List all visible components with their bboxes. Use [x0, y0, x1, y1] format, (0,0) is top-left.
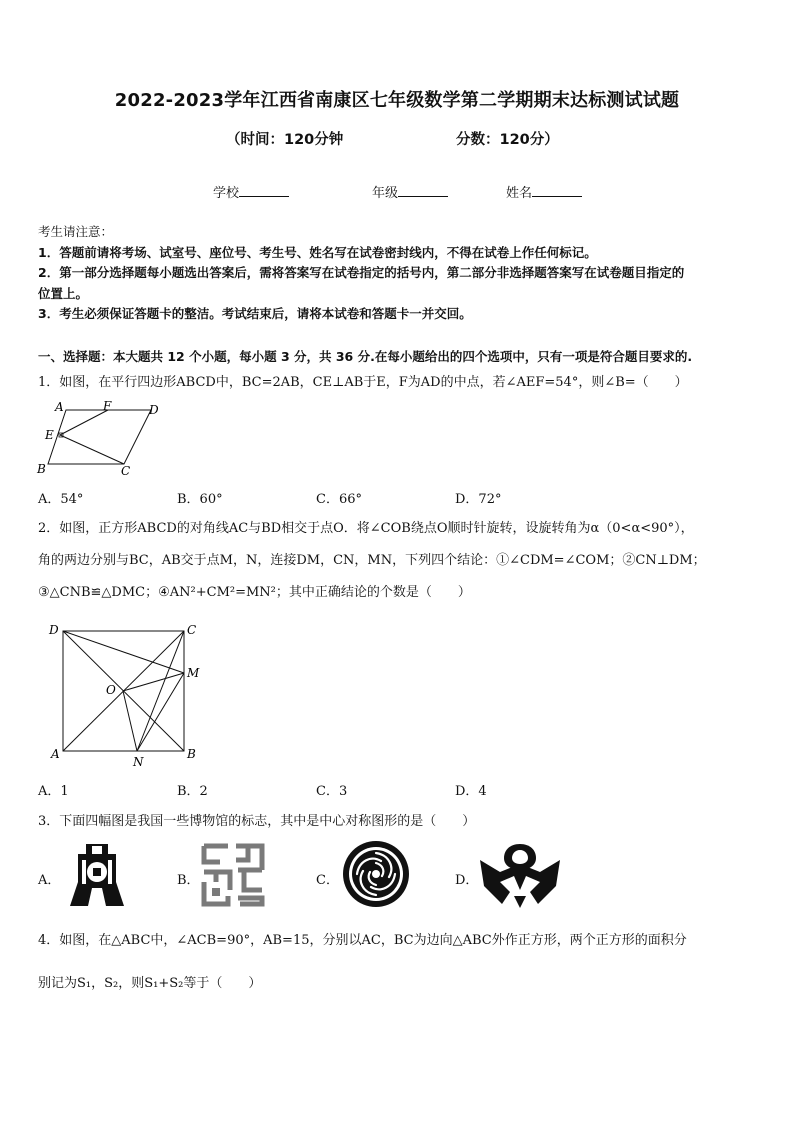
option-c: C．3	[316, 784, 348, 799]
exam-score: 分数：120分）	[456, 132, 559, 148]
point-label: A	[55, 400, 64, 414]
museum-logo-d-icon	[478, 842, 562, 910]
grade-label: 年级	[372, 186, 399, 201]
notice-block	[38, 222, 760, 325]
museum-logo-c-icon	[341, 839, 411, 909]
question-2-stem	[38, 518, 763, 603]
page-title: 2022-2023学年江西省南康区七年级数学第二学期期末达标测试试题	[114, 90, 680, 111]
notice-item: 3．考生必须保证答题卡的整洁。考试结束后，请将本试卷和答题卡一并交回。	[38, 306, 472, 321]
option-b: B．60°	[177, 492, 223, 507]
square-figure	[40, 616, 210, 771]
stem-line: 别记为S₁，S₂，则S₁+S₂等于（ ）	[38, 976, 262, 991]
section-heading: 一、选择题：本大题共 12 个小题，每小题 3 分，共 36 分.在每小题给出的四个选项中，只有一项是符合题目要求的.	[38, 349, 693, 364]
notice-item: 2．第一部分选择题每小题选出答案后，需将答案写在试卷指定的括号内，第二部分非选择题答案写在试卷题目指定的	[38, 265, 685, 280]
point-label: D	[49, 623, 59, 637]
point-label: C	[121, 464, 131, 478]
stem-line: 2．如图，正方形ABCD的对角线AC与BD相交于点O．将∠COB绕点O顺时针旋转，设旋转角为α（0<α<90°），	[38, 521, 694, 536]
school-label: 学校	[213, 186, 240, 201]
option-a: A．	[38, 873, 61, 888]
point-label: C	[187, 623, 197, 637]
point-label: M	[187, 666, 200, 680]
parallelogram-figure	[34, 400, 164, 480]
point-label: B	[37, 462, 46, 476]
point-label: B	[187, 747, 196, 761]
point-label: O	[106, 683, 116, 697]
name-field	[506, 182, 582, 201]
option-b: B．	[177, 873, 200, 888]
point-label: N	[133, 755, 144, 769]
grade-field	[372, 182, 448, 201]
stem-line: 4．如图，在△ABC中，∠ACB=90°，AB=15，分别以AC，BC为边向△ABC外作正方形，两个正方形的面积分	[38, 933, 687, 948]
grade-blank	[398, 184, 448, 197]
question-3-stem: 3．下面四幅图是我国一些博物馆的标志，其中是中心对称图形的是（ ）	[38, 814, 476, 829]
stem-line: 角的两边分别与BC，AB交于点M，N，连接DM，CN，MN，下列四个结论：①∠CDM=∠COM；②CN⊥DM；	[38, 553, 706, 568]
option-a: A．1	[38, 784, 69, 799]
name-blank	[532, 184, 582, 197]
school-field	[213, 182, 289, 201]
notice-item: 1．答题前请将考场、试室号、座位号、考生号、姓名写在试卷密封线内，不得在试卷上作任何标记。	[38, 244, 597, 260]
question-1-options	[38, 488, 598, 507]
point-label: E	[45, 428, 54, 442]
option-c: C．66°	[316, 492, 362, 507]
option-a: A．54°	[38, 492, 84, 507]
option-b: B．2	[177, 784, 208, 799]
question-4-stem	[38, 930, 763, 994]
school-blank	[239, 184, 289, 197]
option-c: C．	[316, 873, 339, 888]
option-d: D．4	[455, 784, 487, 799]
notice-item: 位置上。	[38, 285, 89, 301]
museum-logo-b-icon	[200, 842, 266, 908]
question-1-stem: 1．如图，在平行四边形ABCD中，BC=2AB，CE⊥AB于E，F为AD的中点，若∠AEF=54°，则∠B=（ ）	[38, 375, 688, 390]
point-label: F	[103, 400, 112, 413]
museum-logo-a-icon	[66, 842, 128, 908]
stem-line: ③△CNB≌△DMC；④AN²+CM²=MN²；其中正确结论的个数是（ ）	[38, 585, 471, 600]
point-label: A	[51, 747, 60, 761]
point-label: D	[149, 403, 159, 417]
exam-time: （时间：120分钟	[226, 132, 344, 148]
question-2-options	[38, 780, 598, 799]
option-d: D．	[455, 873, 479, 888]
option-d: D．72°	[455, 492, 502, 507]
name-label: 姓名	[506, 186, 533, 201]
notice-heading: 考生请注意：	[38, 224, 114, 239]
